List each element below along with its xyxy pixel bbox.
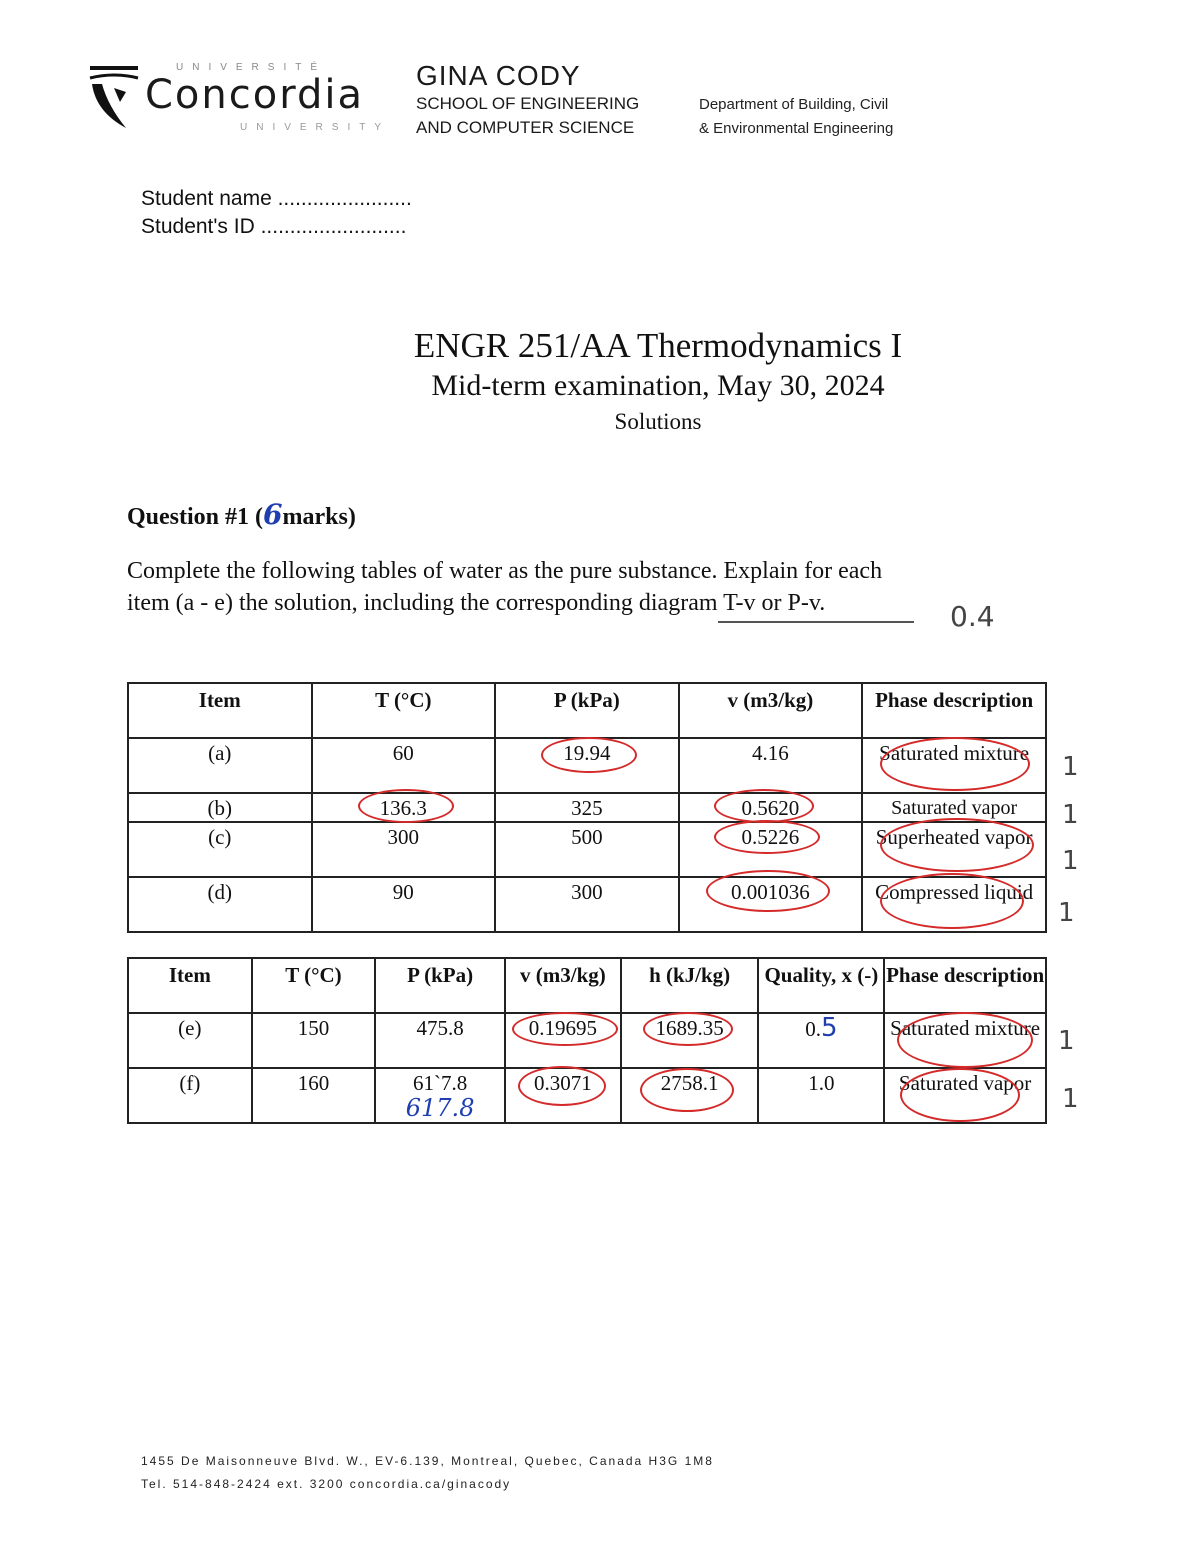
table1-row-b-item: (b)	[128, 793, 312, 822]
student-name-line: Student name .......................	[141, 187, 412, 210]
table2-row-e-quality-value: 0.	[805, 1017, 821, 1041]
handwritten-score: 0.4	[950, 600, 995, 633]
table2-row-f-temperature: 160	[252, 1068, 376, 1123]
table1-row-a-item: (a)	[128, 738, 312, 793]
solutions-label: Solutions	[614, 409, 702, 434]
table1-row-c-volume: 0.5226	[679, 822, 863, 877]
table-row	[128, 738, 1046, 793]
question-marks-handwritten: 6	[263, 498, 283, 531]
table2-header-specific-volume: v (m3/kg)	[505, 958, 621, 1013]
school-name-line1: GINA CODY	[416, 60, 581, 91]
table2-header-enthalpy: h (kJ/kg)	[621, 958, 759, 1013]
table1-row-c-temperature: 300	[312, 822, 496, 877]
student-id-line: Student's ID .........................	[141, 215, 407, 238]
school-name-line3: AND COMPUTER SCIENCE	[416, 118, 635, 137]
table1-header-specific-volume: v (m3/kg)	[679, 683, 863, 738]
table2-row-f-phase: Saturated vapor	[884, 1068, 1046, 1123]
mark-row-d: 1	[1058, 898, 1075, 928]
table2-row-e-volume: 0.19695	[505, 1013, 621, 1068]
department-line1: Department of Building, Civil	[699, 96, 889, 113]
table1-row-c-item: (c)	[128, 822, 312, 877]
exam-subtitle: Mid-term examination, May 30, 2024	[431, 369, 885, 402]
question-text-line1: Complete the following tables of water as the pure substance. Explain for each	[127, 558, 883, 584]
mark-row-b: 1	[1062, 800, 1079, 830]
table2-row-f-pressure-handwritten: 617.8	[405, 1094, 475, 1122]
properties-table-1	[127, 682, 1047, 933]
table-row	[128, 1013, 1046, 1068]
table1-header-phase: Phase description	[862, 683, 1046, 738]
table1-row-b-temperature: 136.3	[312, 793, 496, 822]
table2-header-pressure: P (kPa)	[375, 958, 505, 1013]
footer-address: 1455 De Maisonneuve Blvd. W., EV-6.139, Montreal, Quebec, Canada H3G 1M8	[141, 1454, 714, 1468]
table2-row-f-quality: 1.0	[758, 1068, 884, 1123]
exam-title: ENGR 251/AA Thermodynamics I	[413, 326, 903, 365]
university-bottom-label: UNIVERSITY	[240, 122, 391, 133]
table1-row-d-temperature: 90	[312, 877, 496, 932]
table1-row-c-phase: Superheated vapor	[862, 822, 1046, 877]
table2-row-e-temperature: 150	[252, 1013, 376, 1068]
question-heading-prefix: Question #1 (	[127, 504, 264, 530]
table-row	[128, 1068, 1046, 1123]
table1-header-item: Item	[128, 683, 312, 738]
table2-row-e-pressure: 475.8	[375, 1013, 505, 1068]
school-name-line2: SCHOOL OF ENGINEERING	[416, 94, 640, 113]
table1-row-c-pressure: 500	[495, 822, 679, 877]
table2-row-e-enthalpy: 1689.35	[621, 1013, 759, 1068]
properties-table-2	[127, 957, 1047, 1124]
mark-row-e: 1	[1058, 1026, 1075, 1056]
table2-row-e-phase: Saturated mixture	[884, 1013, 1046, 1068]
department-line2: & Environmental Engineering	[699, 120, 894, 137]
question-heading-suffix: marks)	[282, 504, 356, 530]
concordia-shield-logo	[86, 62, 142, 132]
table2-header-item: Item	[128, 958, 252, 1013]
handwritten-underline	[718, 621, 914, 623]
table1-row-d-volume: 0.001036	[679, 877, 863, 932]
footer-contact: Tel. 514-848-2424 ext. 3200 concordia.ca/ginacody	[141, 1477, 512, 1491]
table2-header-quality: Quality, x (-)	[758, 958, 884, 1013]
table1-header-temperature: T (°C)	[312, 683, 496, 738]
table1-row-a-volume: 4.16	[679, 738, 863, 793]
table1-row-a-phase: Saturated mixture	[862, 738, 1046, 793]
table1-header-pressure: P (kPa)	[495, 683, 679, 738]
mark-row-a: 1	[1062, 752, 1079, 782]
table2-row-f-pressure	[375, 1068, 505, 1123]
table2-row-f-enthalpy: 2758.1	[621, 1068, 759, 1123]
table1-row-b-phase: Saturated vapor	[862, 793, 1046, 822]
table2-row-f-pressure-value: 61`7.8	[412, 1071, 468, 1095]
mark-row-c: 1	[1062, 846, 1079, 876]
table2-row-e-quality-handwritten: 5	[820, 1013, 838, 1043]
university-name: Concordia	[145, 72, 364, 118]
question-text-line2: item (a - e) the solution, including the corresponding diagram T-v or P-v.	[127, 590, 826, 616]
table1-row-d-item: (d)	[128, 877, 312, 932]
table2-header-temperature: T (°C)	[252, 958, 376, 1013]
table1-row-a-temperature: 60	[312, 738, 496, 793]
table-row	[128, 793, 1046, 822]
table1-row-a-pressure: 19.94	[495, 738, 679, 793]
university-top-label: UNIVERSITÉ	[176, 62, 327, 73]
question-heading	[127, 498, 356, 531]
table2-header-phase: Phase description	[884, 958, 1046, 1013]
table1-row-d-pressure: 300	[495, 877, 679, 932]
mark-row-f: 1	[1062, 1084, 1079, 1114]
table1-row-d-phase: Compressed liquid	[862, 877, 1046, 932]
table2-row-e-item: (e)	[128, 1013, 252, 1068]
table-row	[128, 822, 1046, 877]
table2-row-e-quality	[758, 1013, 884, 1068]
table1-row-b-volume: 0.5620	[679, 793, 863, 822]
table2-row-f-item: (f)	[128, 1068, 252, 1123]
table2-row-f-volume: 0.3071	[505, 1068, 621, 1123]
table-row	[128, 877, 1046, 932]
table1-row-b-pressure: 325	[495, 793, 679, 822]
